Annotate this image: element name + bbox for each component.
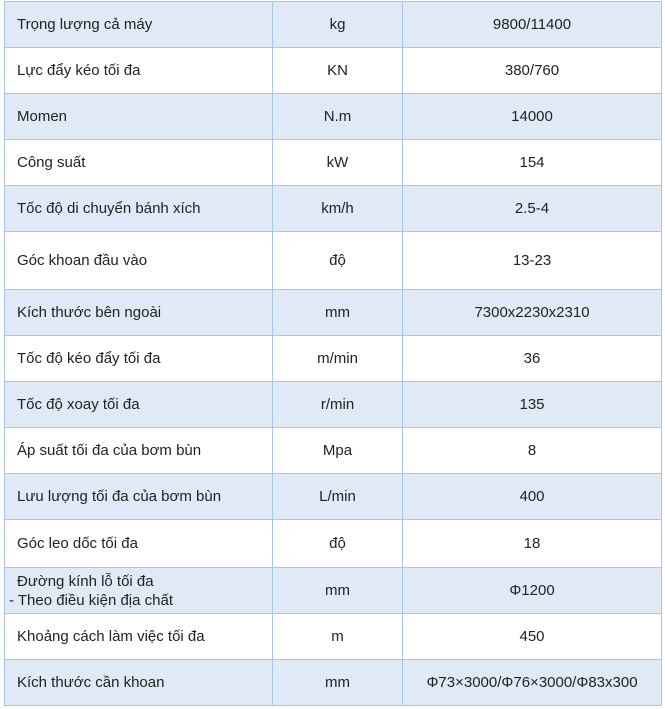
- spec-name: Áp suất tối đa của bơm bùn: [5, 428, 273, 474]
- spec-name: Kích thước bên ngoài: [5, 290, 273, 336]
- spec-unit: độ: [273, 232, 403, 290]
- spec-value: 135: [403, 382, 662, 428]
- spec-unit: kW: [273, 140, 403, 186]
- spec-value: 9800/11400: [403, 2, 662, 48]
- spec-name: Lực đẩy kéo tối đa: [5, 48, 273, 94]
- spec-unit: độ: [273, 520, 403, 568]
- table-row: [5, 2, 662, 48]
- spec-unit: r/min: [273, 382, 403, 428]
- table-row: [5, 290, 662, 336]
- spec-unit: m/min: [273, 336, 403, 382]
- spec-value: Φ73×3000/Φ76×3000/Φ83x300: [403, 660, 662, 706]
- spec-unit: mm: [273, 290, 403, 336]
- spec-value: 2.5-4: [403, 186, 662, 232]
- spec-unit: KN: [273, 48, 403, 94]
- spec-value: 154: [403, 140, 662, 186]
- spec-unit: L/min: [273, 474, 403, 520]
- spec-name: Momen: [5, 94, 273, 140]
- table-row: [5, 94, 662, 140]
- spec-unit: Mpa: [273, 428, 403, 474]
- spec-value: 13-23: [403, 232, 662, 290]
- spec-name: Lưu lượng tối đa của bơm bùn: [5, 474, 273, 520]
- table-row: [5, 474, 662, 520]
- table-row: [5, 140, 662, 186]
- spec-value: 380/760: [403, 48, 662, 94]
- spec-name: Tốc độ kéo đẩy tối đa: [5, 336, 273, 382]
- spec-value: 450: [403, 614, 662, 660]
- table-row: [5, 232, 662, 290]
- spec-name: Kích thước cần khoan: [5, 660, 273, 706]
- table-row: [5, 186, 662, 232]
- spec-value: 18: [403, 520, 662, 568]
- spec-name: Tốc độ di chuyển bánh xích: [5, 186, 273, 232]
- table-row: [5, 336, 662, 382]
- spec-value: 14000: [403, 94, 662, 140]
- spec-value: 7300x2230x2310: [403, 290, 662, 336]
- spec-value: Φ1200: [403, 568, 662, 614]
- table-row: [5, 614, 662, 660]
- spec-unit: km/h: [273, 186, 403, 232]
- spec-name: Góc khoan đầu vào: [5, 232, 273, 290]
- spec-value: 36: [403, 336, 662, 382]
- spec-table: [4, 1, 662, 706]
- spec-unit: mm: [273, 568, 403, 614]
- table-row: [5, 660, 662, 706]
- spec-unit: N.m: [273, 94, 403, 140]
- table-row: [5, 520, 662, 568]
- spec-name: Góc leo dốc tối đa: [5, 520, 273, 568]
- spec-unit: kg: [273, 2, 403, 48]
- spec-value: 400: [403, 474, 662, 520]
- spec-name: [5, 568, 273, 614]
- table-row: [5, 568, 662, 614]
- table-row: [5, 428, 662, 474]
- spec-name: Khoảng cách làm việc tối đa: [5, 614, 273, 660]
- spec-unit: m: [273, 614, 403, 660]
- spec-value: 8: [403, 428, 662, 474]
- spec-name: Công suất: [5, 140, 273, 186]
- spec-name-line1: Đường kính lỗ tối đa: [17, 572, 154, 590]
- spec-name: Trọng lượng cả máy: [5, 2, 273, 48]
- table-row: [5, 382, 662, 428]
- spec-name: Tốc độ xoay tối đa: [5, 382, 273, 428]
- spec-unit: mm: [273, 660, 403, 706]
- table-row: [5, 48, 662, 94]
- spec-name-line2: - Theo điều kiện địa chất: [9, 591, 173, 609]
